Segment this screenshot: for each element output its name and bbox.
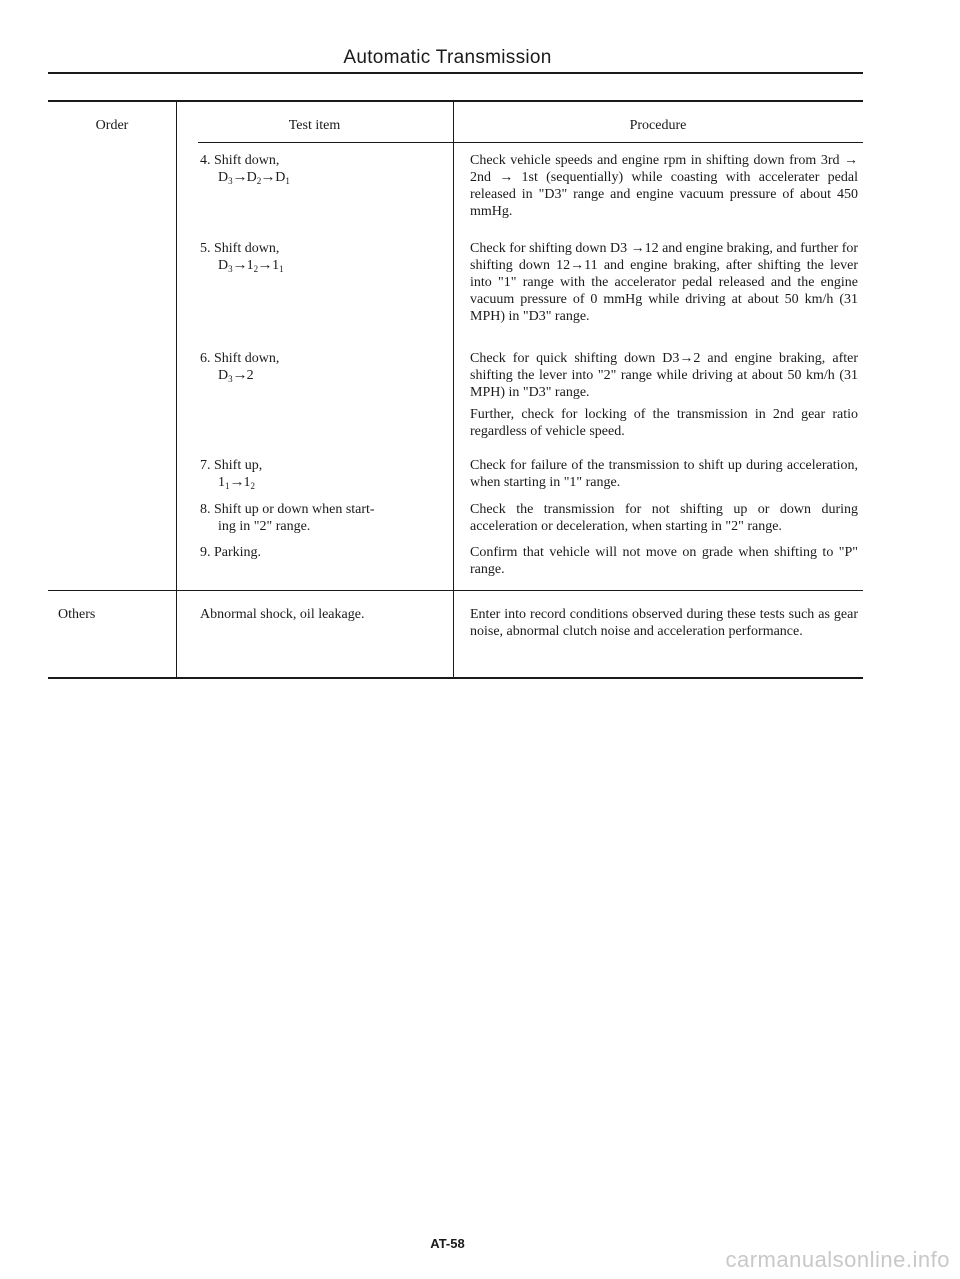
table-bottom-rule — [48, 677, 863, 679]
header-underline — [198, 142, 863, 143]
header-order: Order — [95, 118, 129, 133]
header-procedure: Procedure — [629, 118, 687, 133]
procedure-9 — [470, 544, 858, 583]
test-item-9-title: 9. Parking. — [200, 545, 262, 560]
procedure-6 — [470, 350, 858, 445]
test-item-4 — [200, 152, 440, 186]
test-item-7-sequence: $1_1\to 1_2$ — [218, 475, 255, 491]
header-rule — [48, 72, 863, 74]
test-item-6-title: 6. Shift down, — [200, 351, 280, 366]
column-divider-2 — [453, 100, 454, 679]
procedure-6-text-2: Further, check for locking of the transmission in 2nd gear ratio regardless of vehicle speed. — [470, 407, 858, 439]
test-item-8 — [200, 501, 440, 535]
header-test-item: Test item — [288, 118, 341, 133]
procedure-4-text: Check vehicle speeds and engine rpm in shifting down from 3rd → 2nd → 1st (sequentially) while coasting with accelerater pedal released in "D3" range and engine vacuum pressure of about 450 mmHg. — [470, 153, 858, 219]
others-procedure — [470, 606, 858, 645]
procedure-8-text: Check the transmission for not shifting up or down during acceleration or deceleration, when starting in "2" range. — [470, 502, 858, 534]
procedure-7 — [470, 457, 858, 496]
test-item-5 — [200, 240, 440, 274]
others-order: Others — [58, 607, 96, 622]
test-item-7-title: 7. Shift up, — [200, 458, 263, 473]
test-item-4-title: 4. Shift down, — [200, 153, 280, 168]
page-title: Automatic Transmission — [343, 47, 552, 68]
procedure-6-text-1: Check for quick shifting down D3→2 and engine braking, after shifting the lever into "2" range while driving at about 50 km/h (31 MPH) in "D3" range. — [470, 351, 858, 400]
test-item-8-title-cont: ing in "2" range. — [218, 519, 311, 534]
procedure-9-text: Confirm that vehicle will not move on grade when shifting to "P" range. — [470, 545, 858, 577]
procedure-7-text: Check for failure of the transmission to shift up during acceleration, when starting in "1" range. — [470, 458, 858, 490]
test-item-5-sequence: $D_3\to 1_2\to 1_1$ — [218, 258, 284, 274]
page-number: AT-58 — [430, 1236, 465, 1251]
column-divider-1 — [176, 100, 177, 679]
others-test-item: Abnormal shock, oil leakage. — [200, 607, 365, 622]
test-item-5-title: 5. Shift down, — [200, 241, 280, 256]
test-item-6 — [200, 350, 440, 384]
procedure-5 — [470, 240, 858, 330]
test-item-4-sequence: $D_3\to D_2\to D_1$ — [218, 170, 290, 186]
procedure-5-text: Check for shifting down D3 →12 and engine braking, and further for shifting down 12→11 and engine braking, after shifting the lever into "1" range with the accelerator pedal released and the engine vacuum pressure of 0 mmHg while driving at about 50 km/h (31 MPH) in "D3" range. — [470, 241, 859, 324]
table-top-rule — [48, 100, 863, 102]
procedure-8 — [470, 501, 858, 540]
test-item-8-title: 8. Shift up or down when start- — [200, 502, 375, 517]
others-procedure-text: Enter into record conditions observed during these tests such as gear noise, abnormal clutch noise and acceleration performance. — [470, 607, 858, 639]
test-item-7 — [200, 457, 440, 491]
test-item-6-sequence: $D_3\to 2$ — [218, 368, 254, 384]
test-table — [48, 100, 863, 679]
watermark: carmanualsonline.info — [725, 1247, 950, 1272]
test-item-9 — [200, 544, 440, 561]
procedure-4 — [470, 152, 858, 225]
others-divider — [48, 590, 863, 591]
